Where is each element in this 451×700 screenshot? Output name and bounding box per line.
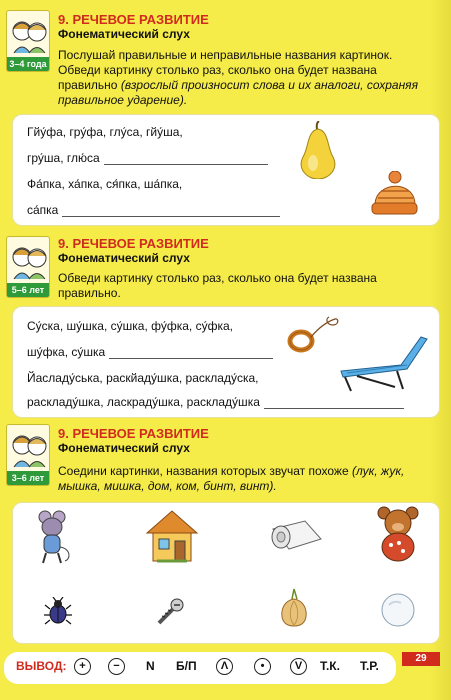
- mouse-image[interactable]: [31, 509, 73, 565]
- section-subtitle: Фонематический слух: [58, 27, 190, 41]
- instruction: Обведи картинку столько раз, сколько она будет названа правильно.: [58, 271, 377, 300]
- section-3: [6, 424, 438, 646]
- age-badge: [6, 10, 50, 72]
- word-line-4: раскладу́шка, ласкраду́шка, раскладу́шка: [27, 395, 404, 409]
- hat-image[interactable]: [369, 171, 419, 217]
- word-line-2: гру́ша, глю́са: [27, 151, 268, 165]
- beetle-image[interactable]: [43, 597, 73, 627]
- age-label: 3–6 лет: [7, 471, 49, 485]
- word-line-3: Фа́пка, ха́пка, ся́пка, ша́пка,: [27, 177, 183, 191]
- minus-symbol[interactable]: −: [108, 658, 125, 675]
- n-symbol[interactable]: N: [146, 659, 155, 673]
- lambda-symbol[interactable]: Λ: [216, 658, 233, 675]
- word-line-4: са́пка: [27, 203, 280, 217]
- plus-symbol[interactable]: +: [74, 658, 91, 675]
- section-subtitle: Фонематический слух: [58, 251, 190, 265]
- section-2: [6, 234, 438, 420]
- exercise-card: [12, 306, 440, 418]
- dot-symbol[interactable]: •: [254, 658, 271, 675]
- age-label: 3–4 года: [7, 57, 49, 71]
- bear-image[interactable]: [375, 505, 421, 563]
- conclusion-label: ВЫВОД:: [16, 659, 67, 673]
- age-label: 5–6 лет: [7, 283, 49, 297]
- onion-image[interactable]: [277, 587, 311, 629]
- bagel-image[interactable]: [287, 315, 341, 355]
- lounger-image[interactable]: [337, 333, 431, 393]
- section-title: 9. РЕЧЕВОЕ РАЗВИТИЕ: [58, 426, 209, 441]
- snowball-image[interactable]: [379, 591, 417, 629]
- children-faces-icon: [9, 239, 49, 283]
- page-number: 29: [402, 652, 440, 666]
- pear-image[interactable]: [295, 121, 341, 179]
- section-title: 9. РЕЧЕВОЕ РАЗВИТИЕ: [58, 12, 209, 27]
- instruction-text: Соедини картинки, названия которых звучат похоже: [58, 464, 349, 478]
- instruction: [58, 464, 438, 494]
- bandage-image[interactable]: [269, 517, 325, 553]
- exercise-card: [12, 114, 440, 226]
- exercise-card: [12, 502, 440, 644]
- conclusion-bar: [4, 652, 396, 684]
- section-subtitle: Фонематический слух: [58, 441, 190, 455]
- word-line-2: шу́фка, су́шка: [27, 345, 273, 359]
- instruction-note: (лук, жук, мышка, мишка, дом, ком, бинт, винт).: [58, 464, 405, 493]
- section-1: [6, 8, 438, 223]
- children-faces-icon: [9, 427, 49, 471]
- section-title: 9. РЕЧЕВОЕ РАЗВИТИЕ: [58, 236, 209, 251]
- tk-symbol[interactable]: Т.К.: [320, 659, 340, 673]
- instruction-text: Послушай правильные и неправильные названия картинок. Обведи картинку столько раз, сколько она будет названа правильно: [58, 48, 393, 92]
- bp-symbol[interactable]: Б/П: [176, 659, 197, 673]
- age-badge: [6, 424, 50, 486]
- age-badge: [6, 236, 50, 298]
- instruction-note: (взрослый произносит слова и их аналоги, сохраняя правильное ударение).: [58, 78, 419, 107]
- word-line-1: Гйу́фа, гру́фа, глу́са, гйу́ша,: [27, 125, 183, 139]
- v-symbol[interactable]: V: [290, 658, 307, 675]
- word-line-3: Йасладу́ська, раскйаду́шка, раскладу́ска,: [27, 371, 259, 385]
- tr-symbol[interactable]: Т.Р.: [360, 659, 379, 673]
- house-image[interactable]: [143, 507, 201, 565]
- children-faces-icon: [9, 13, 49, 57]
- word-line-1: Су́ска, шу́шка, су́шка, фу́фка, су́фка,: [27, 319, 233, 333]
- screw-image[interactable]: [155, 597, 185, 627]
- instruction: [58, 48, 438, 108]
